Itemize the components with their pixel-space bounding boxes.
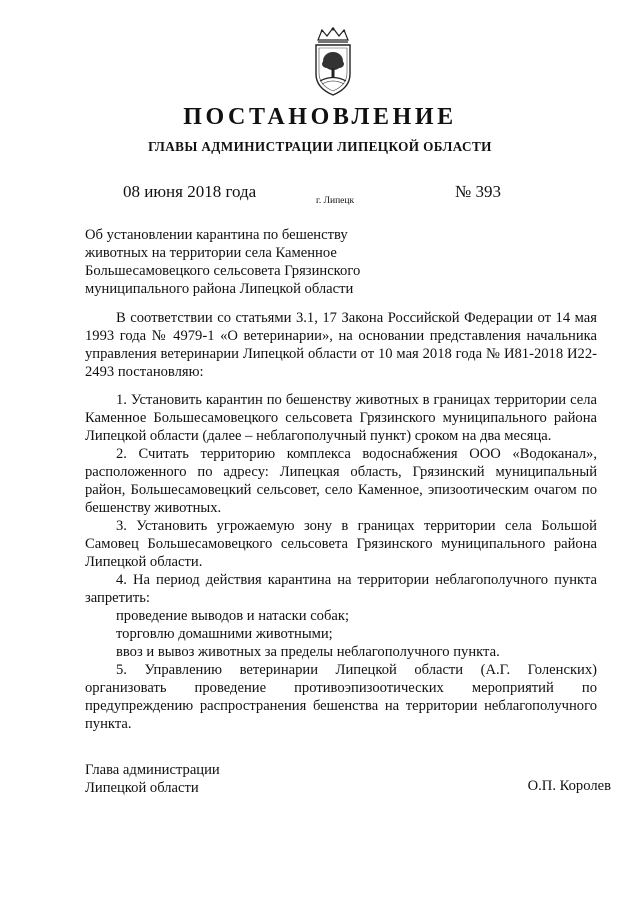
document-subtitle: ГЛАВЫ АДМИНИСТРАЦИИ ЛИПЕЦКОЙ ОБЛАСТИ xyxy=(148,139,492,154)
signatory-position: Глава администрации xyxy=(85,762,220,778)
document-subject xyxy=(85,226,395,298)
clause-2: 2. Считать территорию комплекса водоснабжения ООО «Водоканал», расположенного по адресу: Липецкая область, Грязинский муниципальный район, Большесамовецкий сельсовет, село Каменное, эпизоотическим очагом по бешенству животных. xyxy=(85,446,597,516)
subject-line: Большесамовецкого сельсовета Грязинского xyxy=(85,263,361,279)
subject-line: животных на территории села Каменное xyxy=(85,245,337,261)
document-number: № 393 xyxy=(455,182,501,201)
signature-block xyxy=(85,761,597,797)
lipetsk-coat-of-arms-icon xyxy=(306,26,360,98)
prohibition-item: ввоз и вывоз животных за пределы неблагополучного пункта. xyxy=(116,644,500,660)
clause-4: 4. На период действия карантина на территории неблагополучного пункта запретить: xyxy=(85,572,597,606)
signatory-position: Липецкой области xyxy=(85,780,199,796)
document-date: 08 июня 2018 года xyxy=(123,182,257,201)
clause-5: 5. Управлению ветеринарии Липецкой области (А.Г. Голенских) организовать проведение противоэпизоотических мероприятий по предупреждению распространения бешенства на территории неблагополучного пункта. xyxy=(85,662,597,732)
document-body xyxy=(85,309,597,733)
preamble-paragraph: В соответствии со статьями 3.1, 17 Закона Российской Федерации от 14 мая 1993 года № 4979-1 «О ветеринарии», на основании представления начальника управления ветеринарии Липецкой области от 10 мая 2018 года № И81-2018 И22-2493 постановляю: xyxy=(85,310,597,380)
subject-line: муниципального района Липецкой области xyxy=(85,281,354,297)
prohibition-item: торговлю домашними животными; xyxy=(116,626,333,642)
clause-3: 3. Установить угрожаемую зону в границах территории села Большой Самовец Большесамовецкого сельсовета Грязинского муниципального района Липецкой области. xyxy=(85,518,597,570)
document-title: ПОСТАНОВЛЕНИЕ xyxy=(183,104,457,130)
signatory-name: О.П. Королев xyxy=(527,778,611,794)
prohibition-item: проведение выводов и натаски собак; xyxy=(116,608,350,624)
subject-line: Об установлении карантина по бешенству xyxy=(85,227,348,243)
document-city: г. Липецк xyxy=(316,196,355,206)
clause-1: 1. Установить карантин по бешенству животных в границах территории села Каменное Большесамовецкого сельсовета Грязинского муниципального района Липецкой области (далее – неблагополучный пункт) сроком на два месяца. xyxy=(85,392,597,444)
